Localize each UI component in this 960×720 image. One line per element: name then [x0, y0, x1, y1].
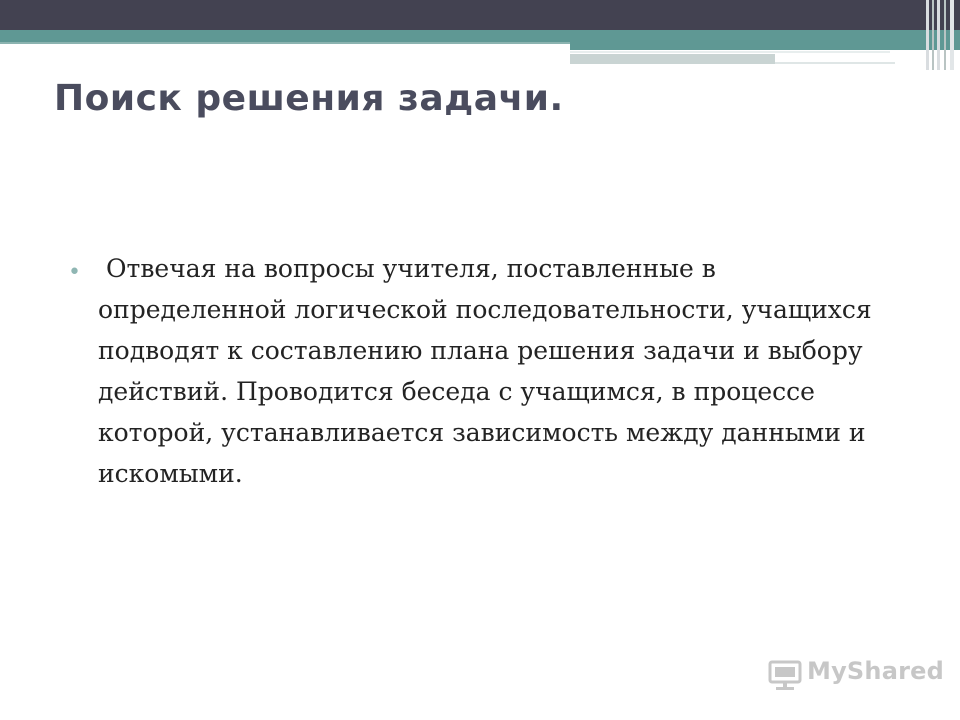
- stripe: [932, 0, 934, 70]
- decorative-stripes: [926, 0, 960, 70]
- watermark: [767, 655, 944, 695]
- header-bar: [0, 0, 960, 30]
- header-highlight-line: [570, 51, 890, 53]
- bullet-item: [68, 248, 908, 494]
- stripe: [944, 0, 946, 70]
- stripe: [926, 0, 929, 70]
- projector-screen-icon: [767, 659, 803, 691]
- header-accent-strip: [0, 30, 960, 42]
- header-highlight-line-2: [775, 62, 895, 64]
- header-gray-block: [570, 54, 775, 64]
- slide-title: Поиск решения задачи.: [54, 78, 564, 119]
- header-accent-bar: [570, 42, 960, 50]
- watermark-text: MyShared: [807, 657, 944, 685]
- bullet-text: Отвечая на вопросы учителя, поставленные в определенной логической последовательности, учащихся подводят к составлению плана решения задачи и выбору действий. Проводится беседа с учащимся, в процессе которой, устанавливается зависимость между данными и искомыми.: [98, 254, 872, 488]
- slide-content: [68, 248, 908, 494]
- stripe: [937, 0, 940, 70]
- stripe: [950, 0, 954, 70]
- bullet-icon: •: [68, 260, 81, 285]
